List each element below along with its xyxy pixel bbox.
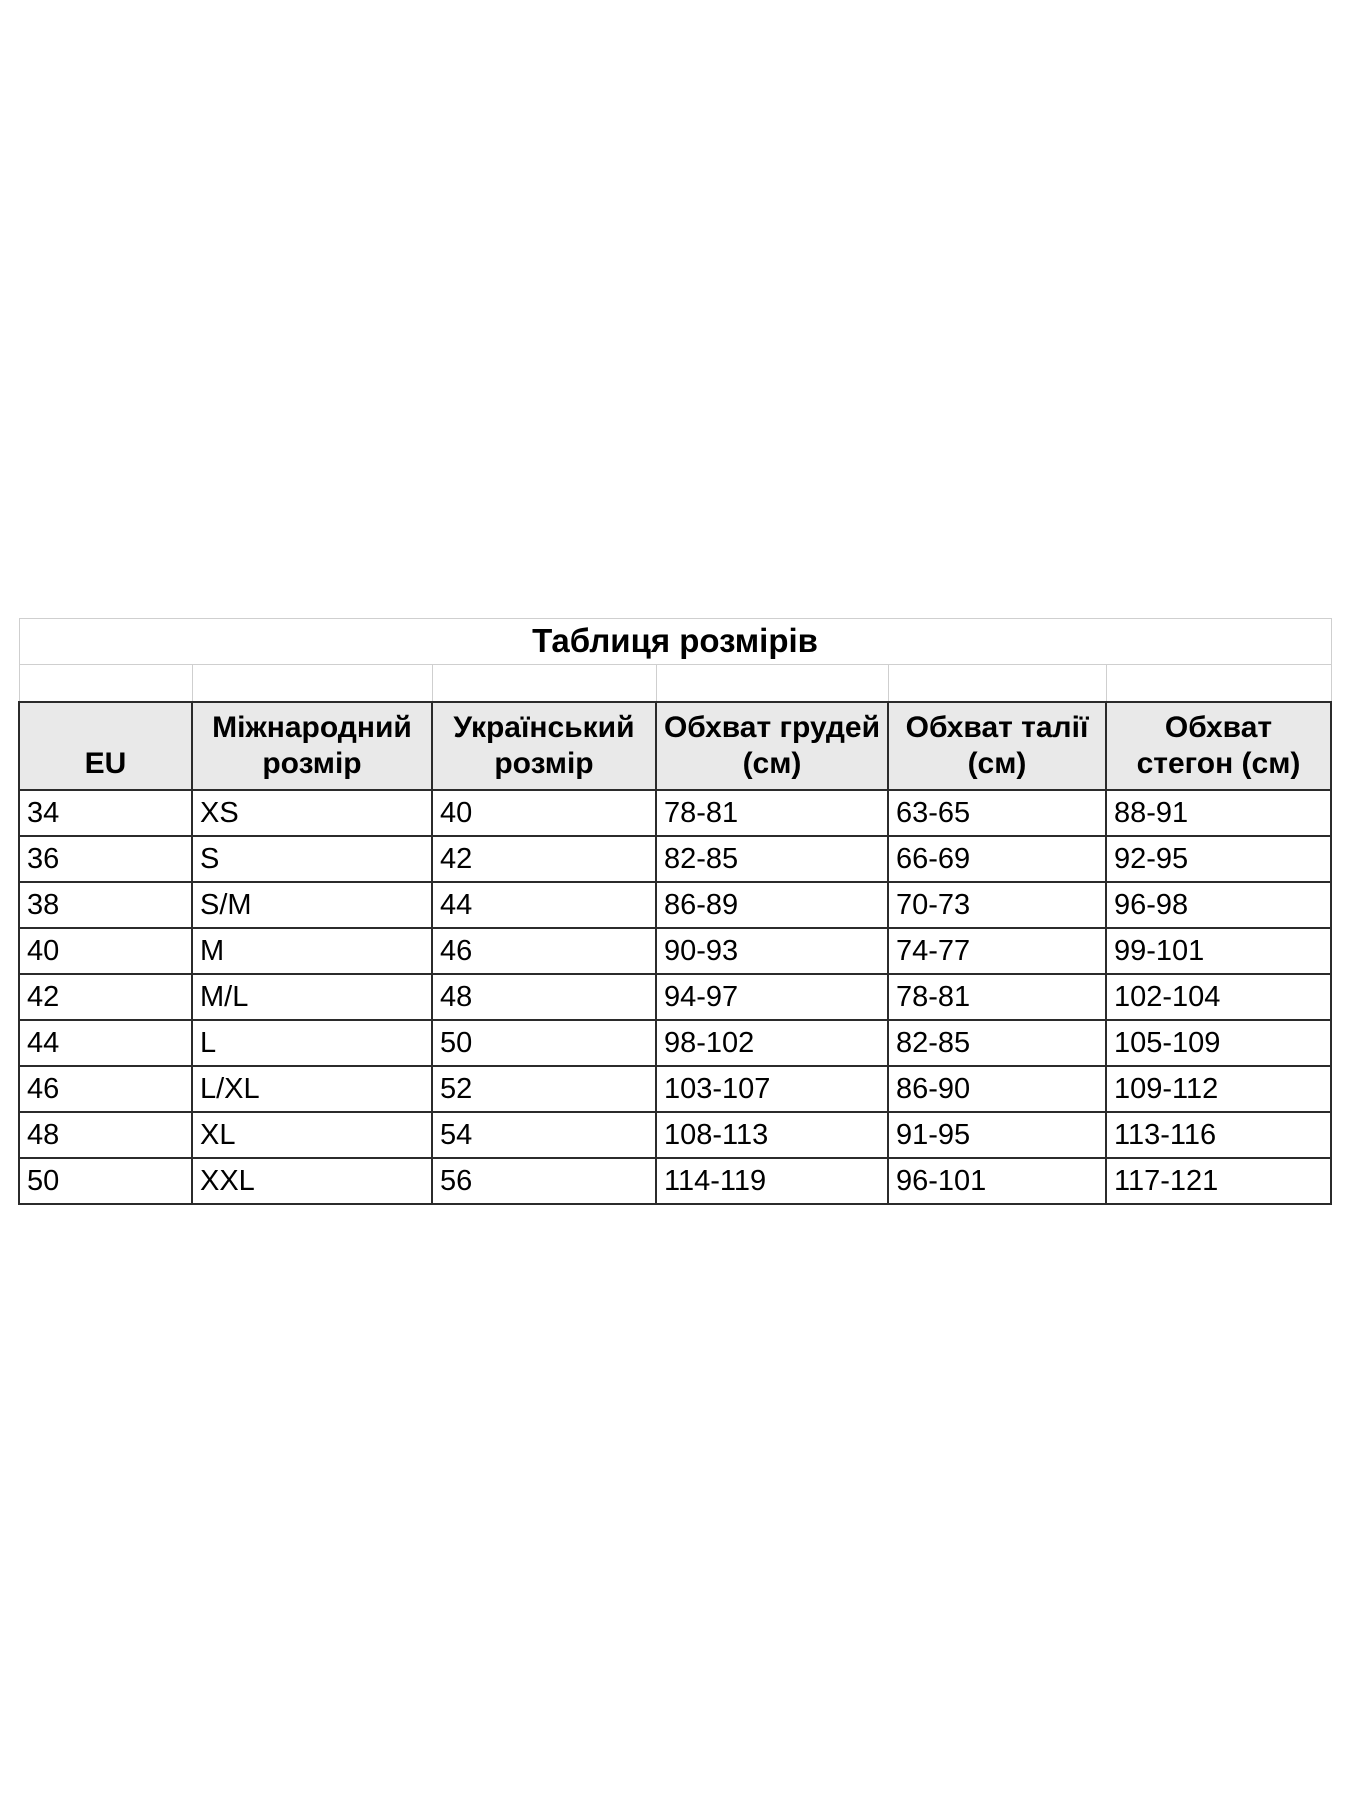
cell-hips: 105-109 — [1106, 1020, 1331, 1066]
cell-international: M/L — [192, 974, 432, 1020]
cell-chest: 90-93 — [656, 928, 888, 974]
cell-waist: 78-81 — [888, 974, 1106, 1020]
cell-international: XXL — [192, 1158, 432, 1204]
cell-international: XS — [192, 790, 432, 836]
cell-international: S — [192, 836, 432, 882]
cell-ukrainian: 56 — [432, 1158, 656, 1204]
cell-waist: 82-85 — [888, 1020, 1106, 1066]
cell-chest: 103-107 — [656, 1066, 888, 1112]
cell-chest: 82-85 — [656, 836, 888, 882]
header-ukrainian-size: Український розмір — [432, 702, 656, 790]
cell-ukrainian: 42 — [432, 836, 656, 882]
table-row — [19, 790, 1331, 836]
cell-ukrainian: 48 — [432, 974, 656, 1020]
cell-chest: 114-119 — [656, 1158, 888, 1204]
cell-eu: 34 — [19, 790, 192, 836]
spacer-row — [19, 665, 1331, 703]
cell-international: XL — [192, 1112, 432, 1158]
spacer-cell — [888, 665, 1106, 703]
table-row — [19, 1112, 1331, 1158]
cell-international: L — [192, 1020, 432, 1066]
header-eu: EU — [19, 702, 192, 790]
cell-chest: 98-102 — [656, 1020, 888, 1066]
cell-international: S/M — [192, 882, 432, 928]
table-row — [19, 882, 1331, 928]
table-row — [19, 928, 1331, 974]
header-chest-cm: Обхват грудей (см) — [656, 702, 888, 790]
cell-waist: 86-90 — [888, 1066, 1106, 1112]
cell-waist: 74-77 — [888, 928, 1106, 974]
spacer-cell — [432, 665, 656, 703]
cell-waist: 63-65 — [888, 790, 1106, 836]
cell-hips: 96-98 — [1106, 882, 1331, 928]
cell-hips: 99-101 — [1106, 928, 1331, 974]
cell-ukrainian: 52 — [432, 1066, 656, 1112]
cell-ukrainian: 40 — [432, 790, 656, 836]
cell-international: L/XL — [192, 1066, 432, 1112]
cell-chest: 86-89 — [656, 882, 888, 928]
cell-hips: 88-91 — [1106, 790, 1331, 836]
cell-hips: 92-95 — [1106, 836, 1331, 882]
table-row — [19, 1158, 1331, 1204]
cell-hips: 102-104 — [1106, 974, 1331, 1020]
size-table — [18, 618, 1332, 1205]
cell-waist: 91-95 — [888, 1112, 1106, 1158]
cell-ukrainian: 54 — [432, 1112, 656, 1158]
cell-eu: 42 — [19, 974, 192, 1020]
table-row — [19, 1020, 1331, 1066]
cell-international: M — [192, 928, 432, 974]
header-hips-cm: Обхват стегон (см) — [1106, 702, 1331, 790]
cell-ukrainian: 44 — [432, 882, 656, 928]
cell-eu: 48 — [19, 1112, 192, 1158]
cell-ukrainian: 46 — [432, 928, 656, 974]
table-row — [19, 836, 1331, 882]
cell-chest: 78-81 — [656, 790, 888, 836]
table-title: Таблиця розмірів — [19, 619, 1331, 665]
cell-eu: 38 — [19, 882, 192, 928]
size-table-container — [18, 618, 1330, 1205]
table-row — [19, 974, 1331, 1020]
cell-hips: 113-116 — [1106, 1112, 1331, 1158]
spacer-cell — [19, 665, 192, 703]
cell-waist: 66-69 — [888, 836, 1106, 882]
cell-eu: 36 — [19, 836, 192, 882]
cell-hips: 109-112 — [1106, 1066, 1331, 1112]
spacer-cell — [1106, 665, 1331, 703]
cell-eu: 40 — [19, 928, 192, 974]
cell-eu: 46 — [19, 1066, 192, 1112]
cell-waist: 70-73 — [888, 882, 1106, 928]
cell-chest: 94-97 — [656, 974, 888, 1020]
cell-eu: 50 — [19, 1158, 192, 1204]
cell-hips: 117-121 — [1106, 1158, 1331, 1204]
table-title-row — [19, 619, 1331, 665]
spacer-cell — [656, 665, 888, 703]
cell-waist: 96-101 — [888, 1158, 1106, 1204]
cell-eu: 44 — [19, 1020, 192, 1066]
table-header-row — [19, 702, 1331, 790]
header-waist-cm: Обхват талії (см) — [888, 702, 1106, 790]
header-international-size: Міжнародний розмір — [192, 702, 432, 790]
table-row — [19, 1066, 1331, 1112]
cell-ukrainian: 50 — [432, 1020, 656, 1066]
spacer-cell — [192, 665, 432, 703]
cell-chest: 108-113 — [656, 1112, 888, 1158]
